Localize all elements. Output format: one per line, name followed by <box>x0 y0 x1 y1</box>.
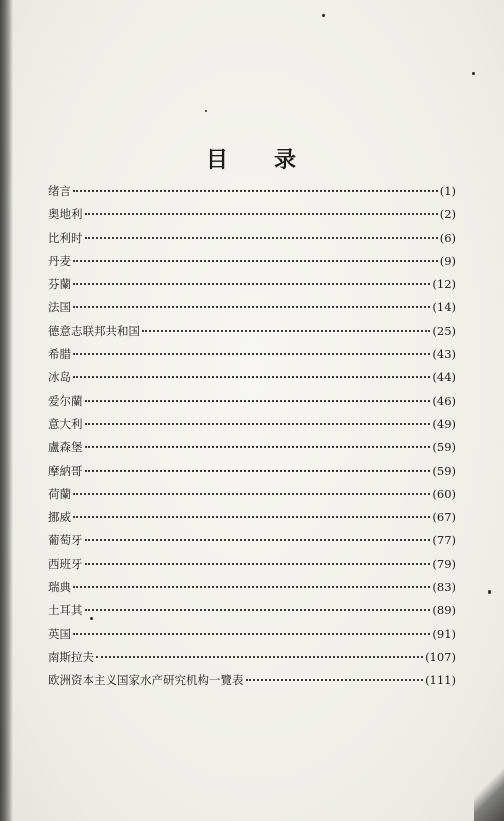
toc-entry-title: 意大利 <box>48 416 83 431</box>
toc-entry[interactable] <box>48 227 456 250</box>
toc-entry-page: (59) <box>432 463 456 478</box>
toc-entry-page: (44) <box>432 370 456 385</box>
toc-entry[interactable] <box>48 436 456 459</box>
toc-entry-page: (2) <box>439 207 456 222</box>
dot-leader <box>73 516 430 518</box>
dot-leader <box>85 400 431 402</box>
toc-entry-page: (49) <box>432 416 456 431</box>
toc-entry-title: 摩納哥 <box>48 463 83 478</box>
toc-entry-title: 希腊 <box>48 347 71 362</box>
dot-leader <box>246 679 424 681</box>
dot-leader <box>73 306 430 308</box>
toc-entry-page: (77) <box>432 533 456 548</box>
ink-speck <box>205 110 207 112</box>
toc-entry-title: 德意志联邦共和国 <box>48 323 140 338</box>
dot-leader <box>96 656 423 658</box>
toc-entry[interactable] <box>48 366 456 389</box>
toc-entry-title: 荷蘭 <box>48 486 71 501</box>
toc-entry-title: 挪威 <box>48 510 71 525</box>
ink-speck <box>488 590 491 594</box>
toc-entry[interactable] <box>48 553 456 576</box>
dot-leader <box>85 446 431 448</box>
toc-entry-title: 芬蘭 <box>48 277 71 292</box>
toc-entry-page: (46) <box>432 393 456 408</box>
toc-entry[interactable] <box>48 460 456 483</box>
book-spine-shadow <box>0 0 13 821</box>
dot-leader <box>73 260 438 262</box>
toc-entry[interactable] <box>48 599 456 622</box>
toc-entry[interactable] <box>48 413 456 436</box>
toc-entry-page: (107) <box>425 649 456 664</box>
dot-leader <box>73 190 438 192</box>
toc-entry[interactable] <box>48 180 456 203</box>
dot-leader <box>85 423 431 425</box>
toc-entry[interactable] <box>48 296 456 319</box>
toc-entry-title: 西班牙 <box>48 556 83 571</box>
toc-entry-title: 英国 <box>48 626 71 641</box>
toc-entry[interactable] <box>48 343 456 366</box>
toc-entry-title: 欧洲资本主义国家水产研究机构一覽表 <box>48 673 244 688</box>
ink-speck <box>472 72 475 75</box>
dot-leader <box>73 586 430 588</box>
toc-entry-title: 绪言 <box>48 184 71 198</box>
toc-entry[interactable] <box>48 390 456 413</box>
toc-entry[interactable] <box>48 646 456 669</box>
toc-entry-title: 比利时 <box>48 230 83 245</box>
dot-leader <box>85 213 438 215</box>
page-title <box>0 143 504 174</box>
toc-entry[interactable] <box>48 506 456 529</box>
dot-leader <box>73 353 430 355</box>
toc-entry-page: (89) <box>432 603 456 618</box>
table-of-contents <box>48 180 456 693</box>
toc-entry-title: 盧森堡 <box>48 440 83 455</box>
toc-entry[interactable] <box>48 483 456 506</box>
toc-entry-title: 爱尔蘭 <box>48 393 83 408</box>
toc-entry-page: (6) <box>439 230 456 245</box>
title-char-left: 目 <box>205 147 230 173</box>
toc-entry-page: (1) <box>439 184 456 198</box>
toc-entry[interactable] <box>48 273 456 296</box>
toc-entry-page: (67) <box>432 510 456 525</box>
toc-entry[interactable] <box>48 250 456 273</box>
corner-scan-shadow <box>474 761 504 821</box>
dot-leader <box>85 470 431 472</box>
dot-leader <box>73 493 430 495</box>
dot-leader <box>142 330 430 332</box>
dot-leader <box>73 283 430 285</box>
title-char-right: 录 <box>274 147 299 173</box>
toc-entry-page: (14) <box>432 300 456 315</box>
toc-entry-title: 南斯拉夫 <box>48 649 94 664</box>
toc-entry-page: (111) <box>425 673 456 688</box>
dot-leader <box>73 633 430 635</box>
dot-leader <box>85 609 431 611</box>
toc-entry-title: 瑞典 <box>48 580 71 595</box>
toc-entry-page: (59) <box>432 440 456 455</box>
dot-leader <box>85 563 431 565</box>
toc-entry-page: (79) <box>432 556 456 571</box>
toc-entry-title: 葡萄牙 <box>48 533 83 548</box>
ink-speck <box>322 14 325 17</box>
toc-entry[interactable] <box>48 669 456 692</box>
toc-entry[interactable] <box>48 320 456 343</box>
toc-entry-page: (43) <box>432 347 456 362</box>
toc-entry-page: (12) <box>432 277 456 292</box>
toc-entry-page: (25) <box>432 323 456 338</box>
toc-entry-page: (91) <box>432 626 456 641</box>
toc-entry-page: (83) <box>432 580 456 595</box>
toc-entry[interactable] <box>48 623 456 646</box>
toc-entry-title: 法国 <box>48 300 71 315</box>
toc-entry[interactable] <box>48 203 456 226</box>
dot-leader <box>85 237 438 239</box>
toc-entry-title: 土耳其 <box>48 603 83 618</box>
toc-entry[interactable] <box>48 576 456 599</box>
toc-entry-page: (60) <box>432 486 456 501</box>
toc-entry-title: 冰岛 <box>48 370 71 385</box>
toc-entry[interactable] <box>48 529 456 552</box>
toc-entry-title: 丹麦 <box>48 253 71 268</box>
dot-leader <box>73 376 430 378</box>
dot-leader <box>85 539 431 541</box>
toc-entry-title: 奥地利 <box>48 207 83 222</box>
toc-entry-page: (9) <box>439 253 456 268</box>
